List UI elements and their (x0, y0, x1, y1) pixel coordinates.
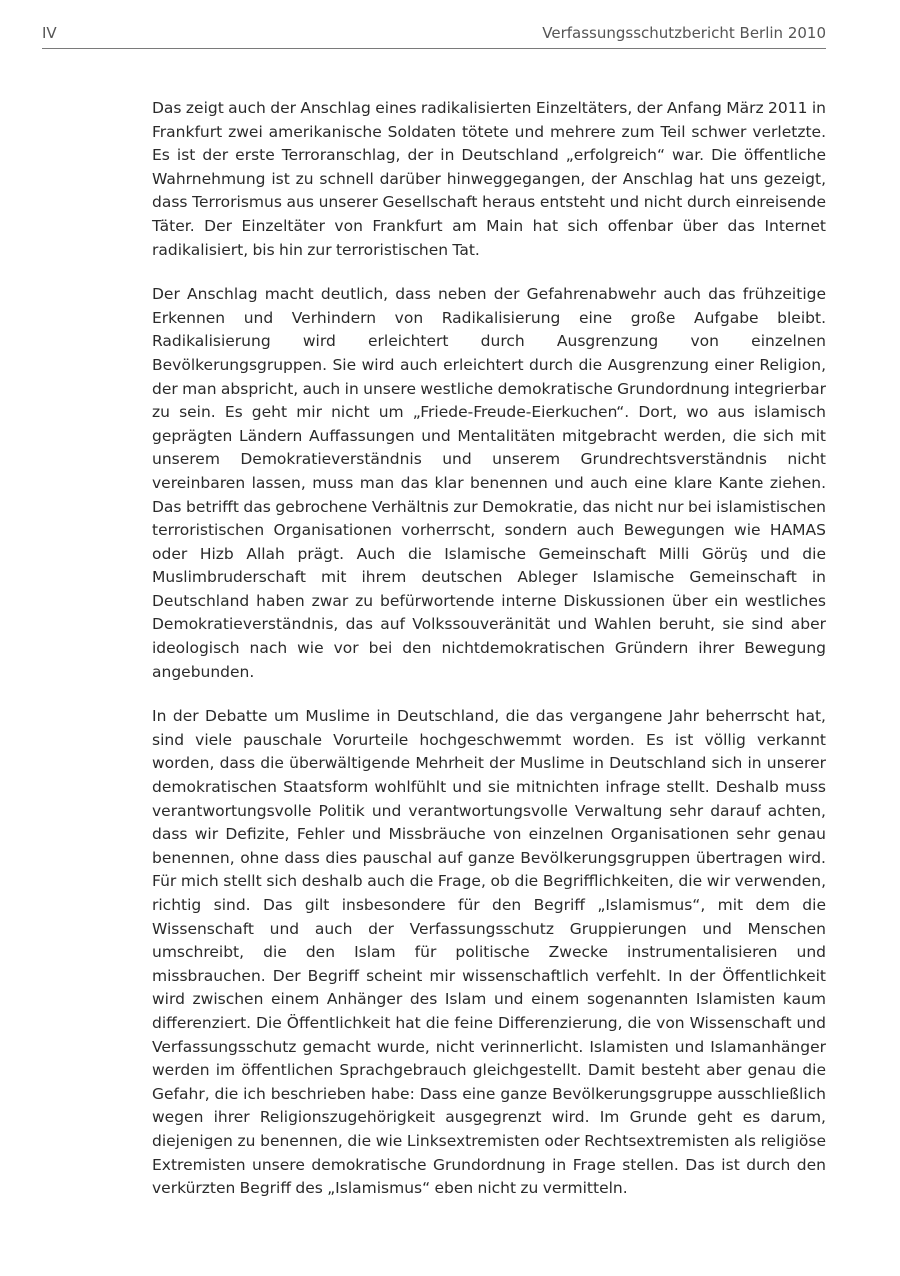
page-header (42, 22, 826, 48)
body-text (152, 97, 826, 1222)
page-number: IV (42, 24, 57, 42)
paragraph: In der Debatte um Muslime in Deutschland, die das vergangene Jahr beherrscht hat, sind viele pauschale Vorurteile hochgeschwemmt worden. Es ist völlig verkannt worden, dass die überwältigende Mehrheit der Muslime in Deutschland sich in unserer demokratischen Staatsform wohlfühlt und sie mitnichten infrage stellt. Deshalb muss verantwortungsvolle Politik und verantwortungsvolle Verwaltung sehr darauf achten, dass wir Defizite, Fehler und Missbräuche von einzelnen Organisationen sehr genau benennen, ohne dass dies pauschal auf ganze Bevölkerungsgruppen übertragen wird. Für mich stellt sich deshalb auch die Frage, ob die Begrifflichkeiten, die wir verwenden, richtig sind. Das gilt insbesondere für den Begriff „Islamismus“, mit dem die Wissenschaft und auch der Verfassungsschutz Gruppierungen und Menschen umschreibt, die den Islam für politische Zwecke instrumentalisieren und missbrauchen. Der Begriff scheint mir wissenschaftlich verfehlt. In der Öffentlichkeit wird zwischen einem Anhänger des Islam und einem sogenannten Islamisten kaum differenziert. Die Öffentlichkeit hat die feine Differenzierung, die von Wissenschaft und Verfassungsschutz gemacht wurde, nicht verinnerlicht. Islamisten und Islamanhänger werden im öffentlichen Sprachgebrauch gleichgestellt. Damit besteht aber genau die Gefahr, die ich beschrieben habe: Dass eine ganze Bevölkerungsgruppe ausschließlich wegen ihrer Religionszugehörigkeit ausgegrenzt wird. Im Grunde geht es darum, diejenigen zu benennen, die wie Linksextremisten oder Rechtsextremisten als religiöse Extremisten unsere demokratische Grundordnung in Frage stellen. Das ist durch den verkürzten Begriff des „Islamismus“ eben nicht zu vermitteln. (152, 707, 826, 1198)
paragraph: Der Anschlag macht deutlich, dass neben der Gefahrenabwehr auch das frühzeitige Erkennen und Verhindern von Radikalisierung eine große Aufgabe bleibt. Radikalisierung wird erleichtert durch Ausgrenzung von einzelnen Bevölkerungsgruppen. Sie wird auch erleichtert durch die Ausgrenzung einer Religion, der man abspricht, auch in unsere westliche demokratische Grundordnung integrierbar zu sein. Es geht mir nicht um „Friede-Freude-Eierkuchen“. Dort, wo aus islamisch geprägten Ländern Auffassungen und Mentalitäten mitgebracht werden, die sich mit unserem Demokratieverständnis und unserem Grundrechtsverständnis nicht vereinbaren lassen, muss man das klar benennen und auch eine klare Kante ziehen. Das betrifft das gebrochene Verhältnis zur Demokratie, das nicht nur bei islamistischen terroristischen Organisationen vorherrscht, sondern auch Bewegungen wie HAMAS oder Hizb Allah prägt. Auch die Islamische Gemeinschaft Milli Görüş und die Muslimbruderschaft mit ihrem deutschen Ableger Islamische Gemeinschaft in Deutschland haben zwar zu befürwortende interne Diskussionen über ein westliches Demokratieverständnis, das auf Volkssouveränität und Wahlen beruht, sie sind aber ideologisch nach wie vor bei den nichtdemokratischen Gründern ihrer Bewegung angebunden. (152, 285, 826, 681)
header-divider (42, 48, 826, 49)
paragraph: Das zeigt auch der Anschlag eines radikalisierten Einzeltäters, der Anfang März 2011 in Frankfurt zwei amerikanische Soldaten tötete und mehrere zum Teil schwer verletzte. Es ist der erste Terroranschlag, der in Deutschland „erfolgreich“ war. Die öffentliche Wahrnehmung ist zu schnell darüber hinweggegangen, der Anschlag hat uns gezeigt, dass Terrorismus aus unserer Gesellschaft heraus entsteht und nicht durch einreisende Täter. Der Einzeltäter von Frankfurt am Main hat sich offenbar über das Internet radikalisiert, bis hin zur terroristischen Tat. (152, 99, 826, 259)
running-title: Verfassungsschutzbericht Berlin 2010 (542, 24, 826, 42)
